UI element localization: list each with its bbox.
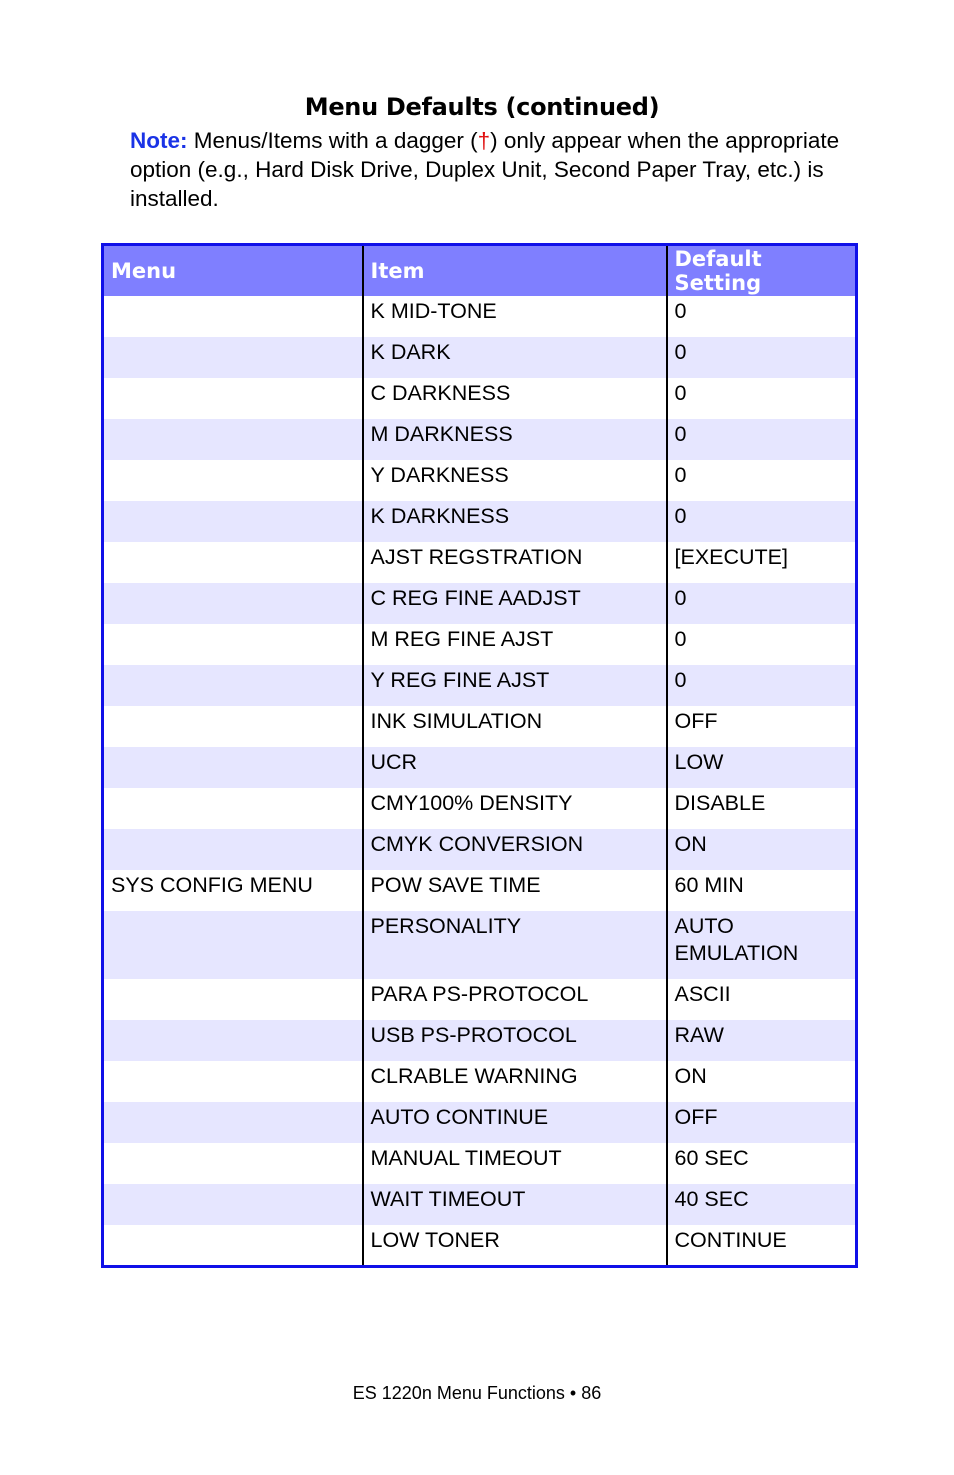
page-footer: ES 1220n Menu Functions • 86 [352, 1383, 602, 1403]
cell-item: USB PS-PROTOCOL [363, 1020, 667, 1061]
table-row [103, 665, 857, 706]
cell-item: LOW TONER [363, 1225, 667, 1266]
cell-default: ON [667, 1061, 857, 1102]
cell-item: CLRABLE WARNING [363, 1061, 667, 1102]
cell-menu [103, 788, 363, 829]
cell-menu [103, 542, 363, 583]
note-paragraph [130, 126, 870, 213]
cell-menu [103, 911, 363, 979]
cell-menu [103, 501, 363, 542]
cell-default: 60 SEC [667, 1143, 857, 1184]
cell-item: Y DARKNESS [363, 460, 667, 501]
cell-menu [103, 296, 363, 337]
table-row [103, 1225, 857, 1266]
cell-default: CONTINUE [667, 1225, 857, 1266]
table-row [103, 706, 857, 747]
table-row [103, 542, 857, 583]
table-row [103, 747, 857, 788]
cell-default: ASCII [667, 979, 857, 1020]
cell-default: 0 [667, 583, 857, 624]
cell-menu [103, 1102, 363, 1143]
cell-default: OFF [667, 1102, 857, 1143]
cell-default: 0 [667, 460, 857, 501]
cell-item: PERSONALITY [363, 911, 667, 979]
cell-default: 0 [667, 378, 857, 419]
note-text-before: Menus/Items with a dagger ( [187, 128, 478, 153]
table-row [103, 296, 857, 337]
table-row [103, 829, 857, 870]
column-header-menu: Menu [103, 245, 363, 297]
cell-menu [103, 1020, 363, 1061]
cell-menu [103, 1225, 363, 1266]
note-label: Note: [130, 128, 188, 153]
table-row [103, 419, 857, 460]
cell-item: POW SAVE TIME [363, 870, 667, 911]
cell-item: WAIT TIMEOUT [363, 1184, 667, 1225]
cell-item: K DARK [363, 337, 667, 378]
cell-menu [103, 1143, 363, 1184]
cell-item: MANUAL TIMEOUT [363, 1143, 667, 1184]
cell-item: PARA PS-PROTOCOL [363, 979, 667, 1020]
column-header-item: Item [363, 245, 667, 297]
cell-default: 0 [667, 296, 857, 337]
table-row [103, 583, 857, 624]
cell-item: AUTO CONTINUE [363, 1102, 667, 1143]
table-row [103, 870, 857, 911]
page-title: Menu Defaults (continued) [304, 93, 660, 121]
cell-menu [103, 419, 363, 460]
cell-default: AUTO EMULATION [667, 911, 857, 979]
cell-default: [EXECUTE] [667, 542, 857, 583]
cell-default: 60 MIN [667, 870, 857, 911]
table-row [103, 460, 857, 501]
cell-item: CMYK CONVERSION [363, 829, 667, 870]
cell-menu [103, 1184, 363, 1225]
cell-default: 0 [667, 665, 857, 706]
cell-item: M DARKNESS [363, 419, 667, 460]
cell-default: 0 [667, 624, 857, 665]
cell-default: 0 [667, 501, 857, 542]
cell-default: 0 [667, 337, 857, 378]
table-row [103, 979, 857, 1020]
table-row [103, 337, 857, 378]
note-text-after: ) only appear when the appropriate option (e.g., Hard Disk Drive, Duplex Unit, Second Paper Tray, etc.) is installed. [130, 128, 840, 211]
table-header-row [103, 245, 857, 297]
table-row [103, 1184, 857, 1225]
table-row [103, 1143, 857, 1184]
table-row [103, 911, 857, 979]
cell-item: UCR [363, 747, 667, 788]
cell-item: AJST REGSTRATION [363, 542, 667, 583]
table-row [103, 501, 857, 542]
cell-item: C DARKNESS [363, 378, 667, 419]
column-header-default-setting: Default Setting [667, 245, 857, 297]
table-row [103, 624, 857, 665]
table-row [103, 788, 857, 829]
cell-menu [103, 378, 363, 419]
cell-menu [103, 624, 363, 665]
cell-default: LOW [667, 747, 857, 788]
cell-menu: SYS CONFIG MENU [103, 870, 363, 911]
table-row [103, 1102, 857, 1143]
cell-item: M REG FINE AJST [363, 624, 667, 665]
cell-default: DISABLE [667, 788, 857, 829]
cell-item: C REG FINE AADJST [363, 583, 667, 624]
cell-menu [103, 747, 363, 788]
cell-default: 40 SEC [667, 1184, 857, 1225]
cell-item: INK SIMULATION [363, 706, 667, 747]
cell-menu [103, 1061, 363, 1102]
cell-item: K MID-TONE [363, 296, 667, 337]
cell-menu [103, 460, 363, 501]
menu-defaults-table [101, 243, 858, 1268]
cell-item: K DARKNESS [363, 501, 667, 542]
cell-default: RAW [667, 1020, 857, 1061]
dagger-symbol: † [477, 128, 491, 153]
table-row [103, 1020, 857, 1061]
cell-menu [103, 706, 363, 747]
cell-item: Y REG FINE AJST [363, 665, 667, 706]
table-row [103, 1061, 857, 1102]
cell-menu [103, 665, 363, 706]
cell-default: 0 [667, 419, 857, 460]
cell-default: OFF [667, 706, 857, 747]
cell-default: ON [667, 829, 857, 870]
cell-menu [103, 337, 363, 378]
table-row [103, 378, 857, 419]
cell-menu [103, 829, 363, 870]
cell-item: CMY100% DENSITY [363, 788, 667, 829]
cell-menu [103, 583, 363, 624]
cell-menu [103, 979, 363, 1020]
